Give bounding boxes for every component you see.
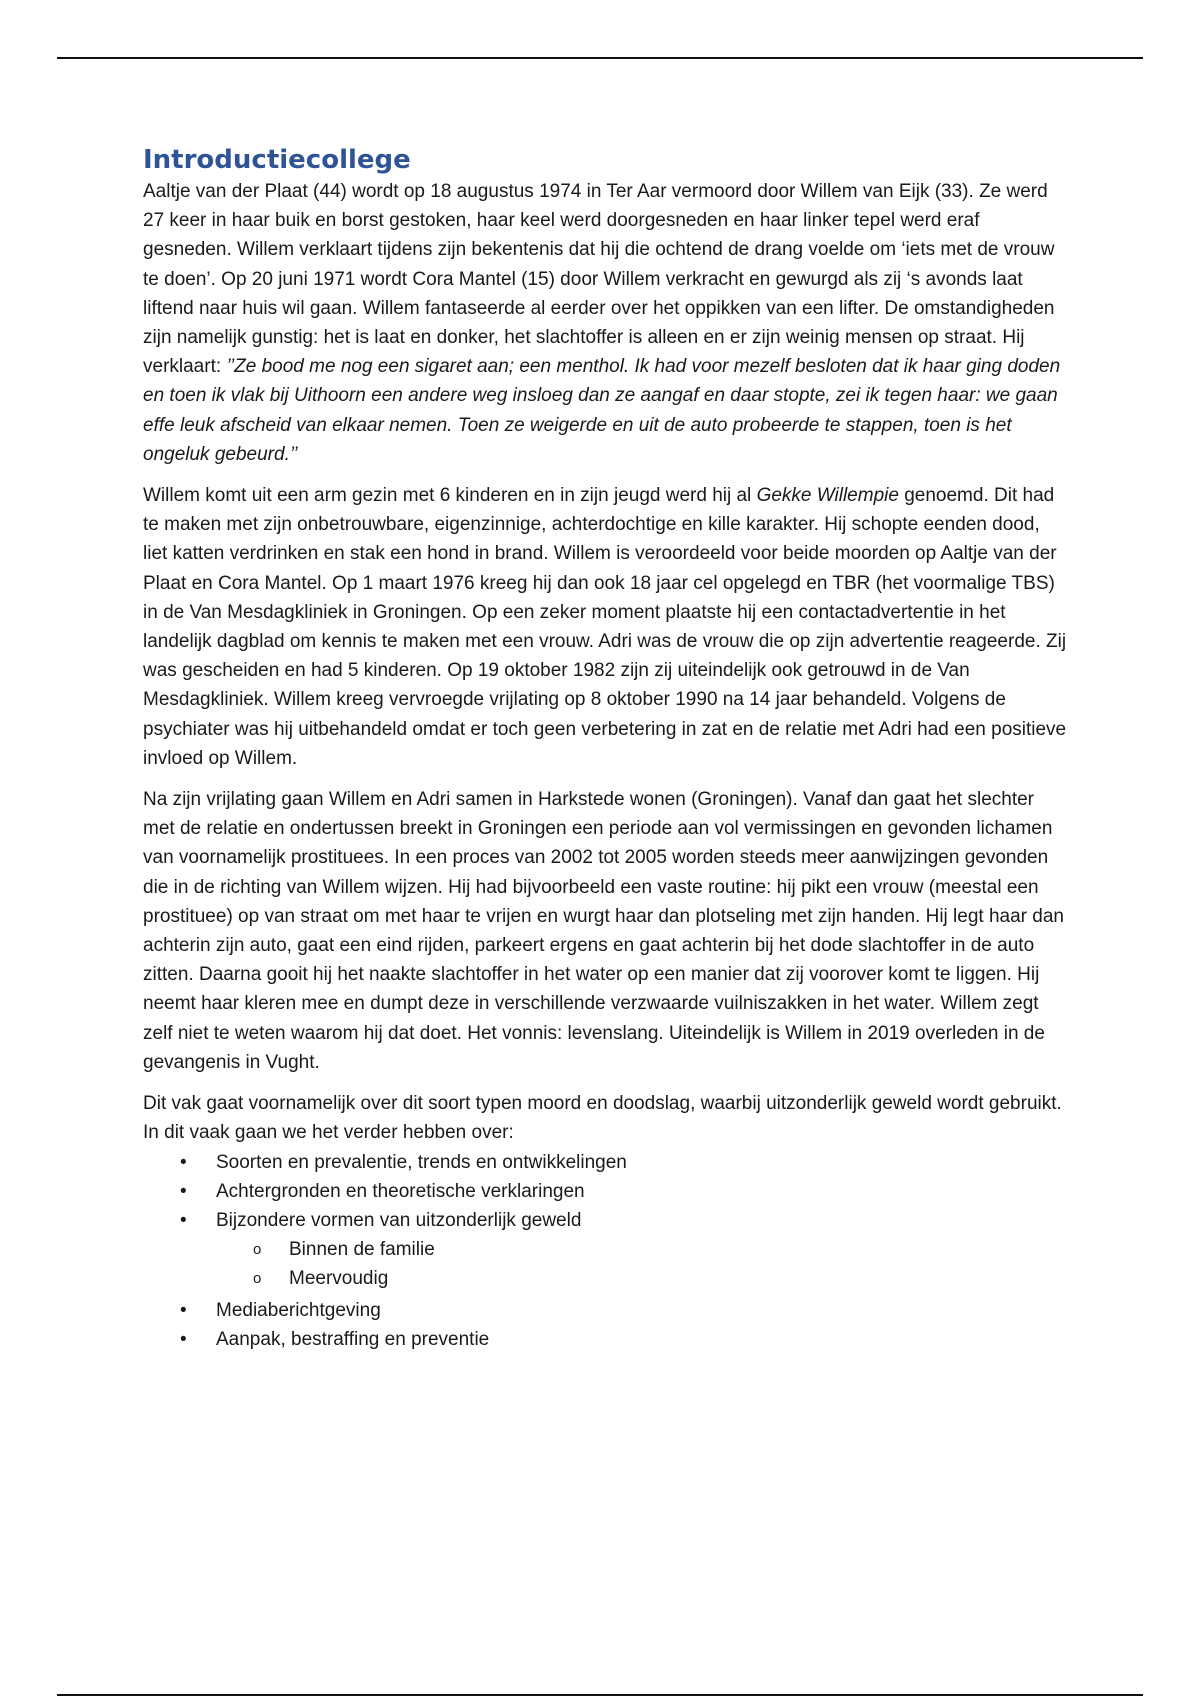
list-item [143, 1148, 1068, 1177]
paragraph-release: Na zijn vrijlating gaan Willem en Adri samen in Harkstede wonen (Groningen). Vanaf dan gaat het slechter met de relatie en ondertussen breekt in Groningen een periode aan vol vermissingen en gevonden lichamen van voornamelijk prostituees. In een proces van 2002 tot 2005 worden steeds meer aanwijzingen gevonden die in de richting van Willem wijzen. Hij had bijvoorbeeld een vaste routine: hij pikt een vrouw (meestal een prostituee) op van straat om met haar te vrijen en wurgt haar dan plotseling met zijn handen. Hij legt haar dan achterin zijn auto, gaat een eind rijden, parkeert ergens en gaat achterin bij het dode slachtoffer in de auto zitten. Daarna gooit hij het naakte slachtoffer in het water op een manier dat zij voorover komt te liggen. Hij neemt haar kleren mee en dumpt deze in verschillende verzwaarde vuilniszakken in het water. Willem zegt zelf niet te weten waarom hij dat doet. Het vonnis: levenslang. Uiteindelijk is Willem in 2019 overleden in de gevangenis in Vught. [143, 789, 1064, 1073]
list-item-label: Achtergronden en theoretische verklaringen [216, 1180, 585, 1202]
sub-topic-list [216, 1235, 1068, 1293]
paragraph-intro [143, 177, 1068, 469]
list-item-label: Bijzondere vormen van uitzonderlijk geweld [216, 1209, 582, 1231]
bullet-icon: • [180, 1299, 187, 1321]
bullet-icon: • [180, 1180, 187, 1202]
circle-bullet-icon: o [253, 1270, 262, 1288]
list-item [143, 1177, 1068, 1206]
sub-list-item [216, 1235, 1068, 1264]
paragraph-background [143, 481, 1068, 773]
sub-list-item [216, 1264, 1068, 1293]
list-item [143, 1206, 1068, 1294]
circle-bullet-icon: o [253, 1241, 262, 1259]
list-item-label: Soorten en prevalentie, trends en ontwikkelingen [216, 1151, 627, 1173]
list-item-label: Mediaberichtgeving [216, 1299, 381, 1321]
header-rule [57, 57, 1143, 59]
bullet-icon: • [180, 1209, 187, 1231]
page-title: Introductiecollege [143, 145, 411, 175]
paragraph-background-before: Willem komt uit een arm gezin met 6 kinderen en in zijn jeugd werd hij al [143, 485, 757, 507]
bullet-icon: • [180, 1151, 187, 1173]
paragraph-intro-quote: ’’Ze bood me nog een sigaret aan; een menthol. Ik had voor mezelf besloten dat ik haar ging doden en toen ik vlak bij Uithoorn een andere weg insloeg dan ze aangaf en daar stopte, zei ik tegen haar: we gaan effe leuk afscheid van elkaar nemen. Toen ze weigerde en uit de auto probeerde te stappen, toen is het ongeluk gebeurd.’’ [143, 356, 1061, 465]
list-item [143, 1296, 1068, 1325]
bullet-icon: • [180, 1328, 187, 1350]
paragraph-background-after: genoemd. Dit had te maken met zijn onbetrouwbare, eigenzinnige, achterdochtige en kille karakter. Hij schopte eenden dood, liet katten verdrinken en stak een hond in brand. Willem is veroordeeld voor beide moorden op Aaltje van der Plaat en Cora Mantel. Op 1 maart 1976 kreeg hij dan ook 18 jaar cel opgelegd en TBR (het voormalige TBS) in de Van Mesdagkliniek in Groningen. Op een zeker moment plaatste hij een contactadvertentie in het landelijk dagblad om kennis te maken met een vrouw. Adri was de vrouw die op zijn advertentie reageerde. Zij was gescheiden en had 5 kinderen. Op 19 oktober 1982 zijn zij uiteindelijk ook getrouwd in de Van Mesdagkliniek. Willem kreeg vervroegde vrijlating op 8 oktober 1990 na 14 jaar behandeld. Volgens de psychiater was hij uitbehandeld omdat er toch geen verbetering in zat en de relatie met Adri had een positieve invloed op Willem. [143, 485, 1067, 769]
list-item [143, 1325, 1068, 1354]
nickname-emphasis: Gekke Willempie [756, 485, 899, 507]
paragraph-course: Dit vak gaat voornamelijk over dit soort typen moord en doodslag, waarbij uitzonderlijk geweld wordt gebruikt. In dit vaak gaan we het verder hebben over: [143, 1093, 1062, 1144]
paragraph-intro-text: Aaltje van der Plaat (44) wordt op 18 augustus 1974 in Ter Aar vermoord door Willem van Eijk (33). Ze werd 27 keer in haar buik en borst gestoken, haar keel werd doorgesneden en haar linker tepel werd eraf gesneden. Willem verklaart tijdens zijn bekentenis dat hij die ochtend de drang voelde om ‘iets met de vrouw te doen’. Op 20 juni 1971 wordt Cora Mantel (15) door Willem verkracht en gewurgd als zij ‘s avonds laat liftend naar huis wil gaan. Willem fantaseerde al eerder over het oppikken van een lifter. De omstandigheden zijn namelijk gunstig: het is laat en donker, het slachtoffer is alleen en er zijn weinig mensen op straat. Hij verklaart: [143, 181, 1055, 378]
document-body [143, 144, 1068, 1354]
topic-list [143, 1148, 1068, 1354]
footer-rule [57, 1694, 1143, 1696]
sub-list-item-label: Binnen de familie [289, 1239, 435, 1261]
list-item-label: Aanpak, bestraffing en preventie [216, 1328, 490, 1350]
sub-list-item-label: Meervoudig [289, 1268, 389, 1290]
